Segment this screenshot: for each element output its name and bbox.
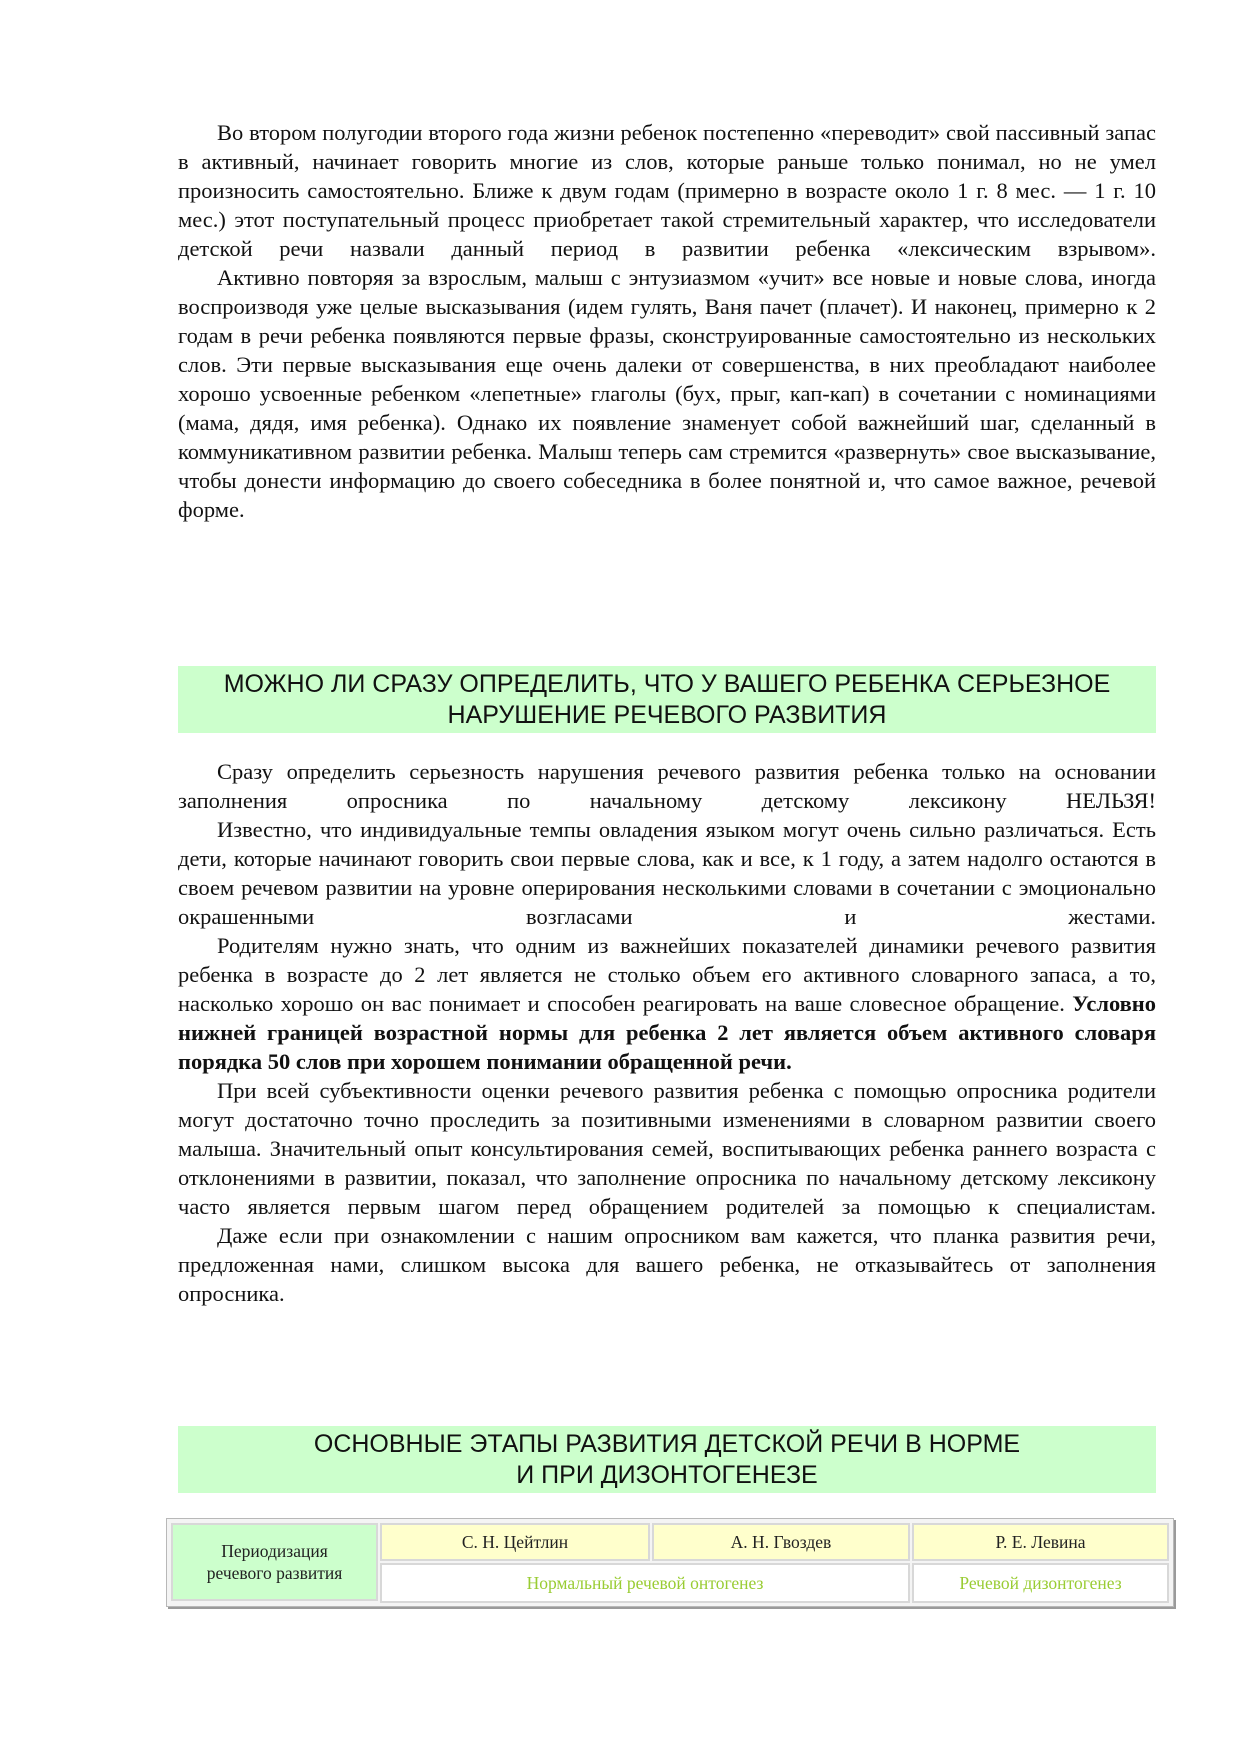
paragraph: Во втором полугодии второго года жизни ребенок постепенно «переводит» свой пассивный запас в активный, начинает говорить многие из слов, которые раньше только понимал, но не умел произносить самостоятельно. Ближе к двум годам (примерно в возрасте около 1 г. 8 мес. — 1 г. 10 мес.) этот поступательный процесс приобретает такой стремительный характер, что исследователи детской речи назвали данный период в развитии ребенка «лексическим взрывом». xyxy=(178,120,1156,261)
paragraph: Активно повторяя за взрослым, малыш с энтузиазмом «учит» все новые и новые слова, иногда воспроизводя уже целые высказывания (идем гулять, Ваня пачет (плачет). И наконец, примерно к 2 годам в речи ребенка появляются первые фразы, сконструированные самостоятельно из нескольких слов. Эти первые высказывания еще очень далеки от совершенства, в них преобладают наиболее хорошо усвоенные ребенком «лепетные» глаголы (бух, прыг, кап-кап) в сочетании с номинациями (мама, дядя, имя ребенка). Однако их появление знаменует собой важнейший шаг, сделанный в коммуникативном развитии ребенка. Малыш теперь сам стремится «развернуть» свое высказывание, чтобы донести информацию до своего собеседника в более понятной и, что самое важное, речевой форме. xyxy=(178,265,1156,522)
heading-line: И ПРИ ДИЗОНТОГЕНЕЗЕ xyxy=(516,1461,818,1489)
assessment-text-block xyxy=(178,757,1156,1308)
bold-norm-statement: Условно нижней границей возрастной нормы для ребенка 2 лет является объем активного словаря порядка 50 слов при хорошем понимании обращенной речи. xyxy=(178,991,1156,1074)
heading-line: МОЖНО ЛИ СРАЗУ ОПРЕДЕЛИТЬ, ЧТО У ВАШЕГО РЕБЕНКА СЕРЬЕЗНОЕ xyxy=(223,670,1111,698)
section-heading xyxy=(178,666,1156,733)
intro-text-block xyxy=(178,118,1156,524)
paragraph: Известно, что индивидуальные темпы овладения языком могут очень сильно различаться. Есть дети, которые начинают говорить свои первые слова, как и все, к 1 году, а затем надолго остаются в своем речевом развитии на уровне оперирования несколькими словами в сочетании с эмоционально окрашенными возгласами и жестами. xyxy=(178,817,1156,929)
table-header-author: А. Н. Гвоздев xyxy=(652,1523,910,1561)
paragraph: Даже если при ознакомлении с нашим опросником вам кажется, что планка развития речи, предложенная нами, слишком высока для вашего ребенка, не отказывайтесь от заполнения опросника. xyxy=(178,1223,1156,1306)
paragraph: При всей субъективности оценки речевого развития ребенка с помощью опросника родители могут достаточно точно проследить за позитивными изменениями в словарном развитии своего малыша. Значительный опыт консультирования семей, воспитывающих ребенка раннего возраста с отклонениями в развитии, показал, что заполнение опросника по начальному детскому лексикону часто является первым шагом перед обращением родителей за помощью к специалистам. xyxy=(178,1078,1156,1219)
paragraph xyxy=(178,931,1156,1076)
section-heading xyxy=(178,1426,1156,1493)
table-header-periodization xyxy=(171,1523,378,1601)
table-header-author: С. Н. Цейтлин xyxy=(380,1523,650,1561)
heading-line: НАРУШЕНИЕ РЕЧЕВОГО РАЗВИТИЯ xyxy=(447,701,887,729)
paragraph: Сразу определить серьезность нарушения речевого развития ребенка только на основании заполнения опросника по начальному детскому лексикону НЕЛЬЗЯ! xyxy=(178,759,1156,813)
header-text: Периодизация xyxy=(221,1541,328,1561)
heading-line: ОСНОВНЫЕ ЭТАПЫ РАЗВИТИЯ ДЕТСКОЙ РЕЧИ В НОРМЕ xyxy=(313,1430,1021,1458)
speech-stages-table xyxy=(166,1518,1174,1607)
table-header-author: Р. Е. Левина xyxy=(912,1523,1169,1561)
header-text: речевого развития xyxy=(206,1563,343,1583)
paragraph-text: Родителям нужно знать, что одним из важнейших показателей динамики речевого развития ребенка в возрасте до 2 лет является не столько объем его активного словарного запаса, а то, насколько хорошо он вас понимает и способен реагировать на ваше словесное обращение. xyxy=(178,933,1156,1016)
table-header-dysontogenesis: Речевой дизонтогенез xyxy=(912,1563,1169,1603)
table-header-normal-ontogenesis: Нормальный речевой онтогенез xyxy=(380,1563,910,1603)
